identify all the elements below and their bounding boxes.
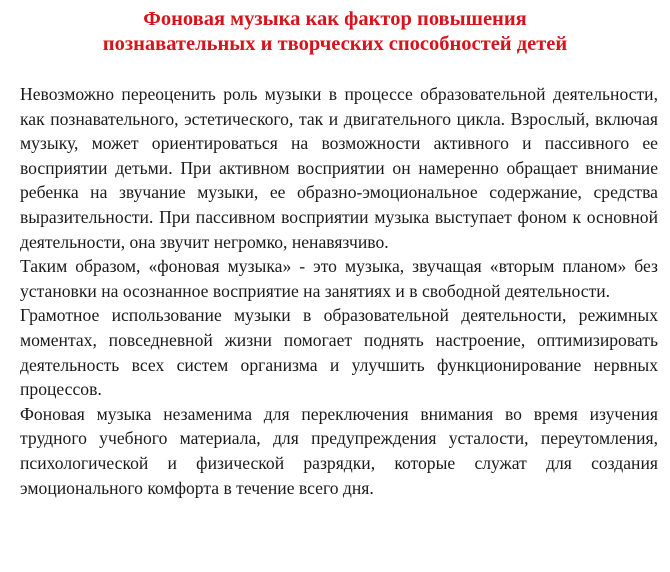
title-line-1: Фоновая музыка как фактор повышения: [143, 8, 527, 30]
body-text: [20, 82, 658, 500]
paragraph-4: Фоновая музыка незаменима для переключения внимания во время изучения трудного учебного материала, для предупреждения усталости, переутомления, психологической и физической разрядки, которые служат для создания эмоционального комфорта в течение всего дня.: [20, 403, 658, 498]
title-line-2: познавательных и творческих способностей детей: [102, 33, 568, 55]
paragraph-2: Таким образом, «фоновая музыка» - это музыка, звучащая «вторым планом» без установки на осознанное восприятие на занятиях и в свободной деятельности.: [20, 256, 658, 301]
paragraph-3: Грамотное использование музыки в образовательной деятельности, режимных моментах, повседневной жизни помогает поднять настроение, оптимизировать деятельность всех систем организма и улучшить функционирование нервных процессов.: [20, 305, 658, 400]
page-title: [0, 7, 670, 57]
paragraph-1: Невозможно переоценить роль музыки в процессе образовательной деятельности, как познавательного, эстетического, так и двигательного цикла. Взрослый, включая музыку, может ориентироваться на возможности активного и пассивного ее восприятии детьми. При активном восприятии он намеренно обращает внимание ребенка на звучание музыки, ее образно-эмоциональное содержание, средства выразительности. При пассивном восприятии музыка выступает фоном к основной деятельности, она звучит негромко, ненавязчиво.: [20, 84, 658, 252]
